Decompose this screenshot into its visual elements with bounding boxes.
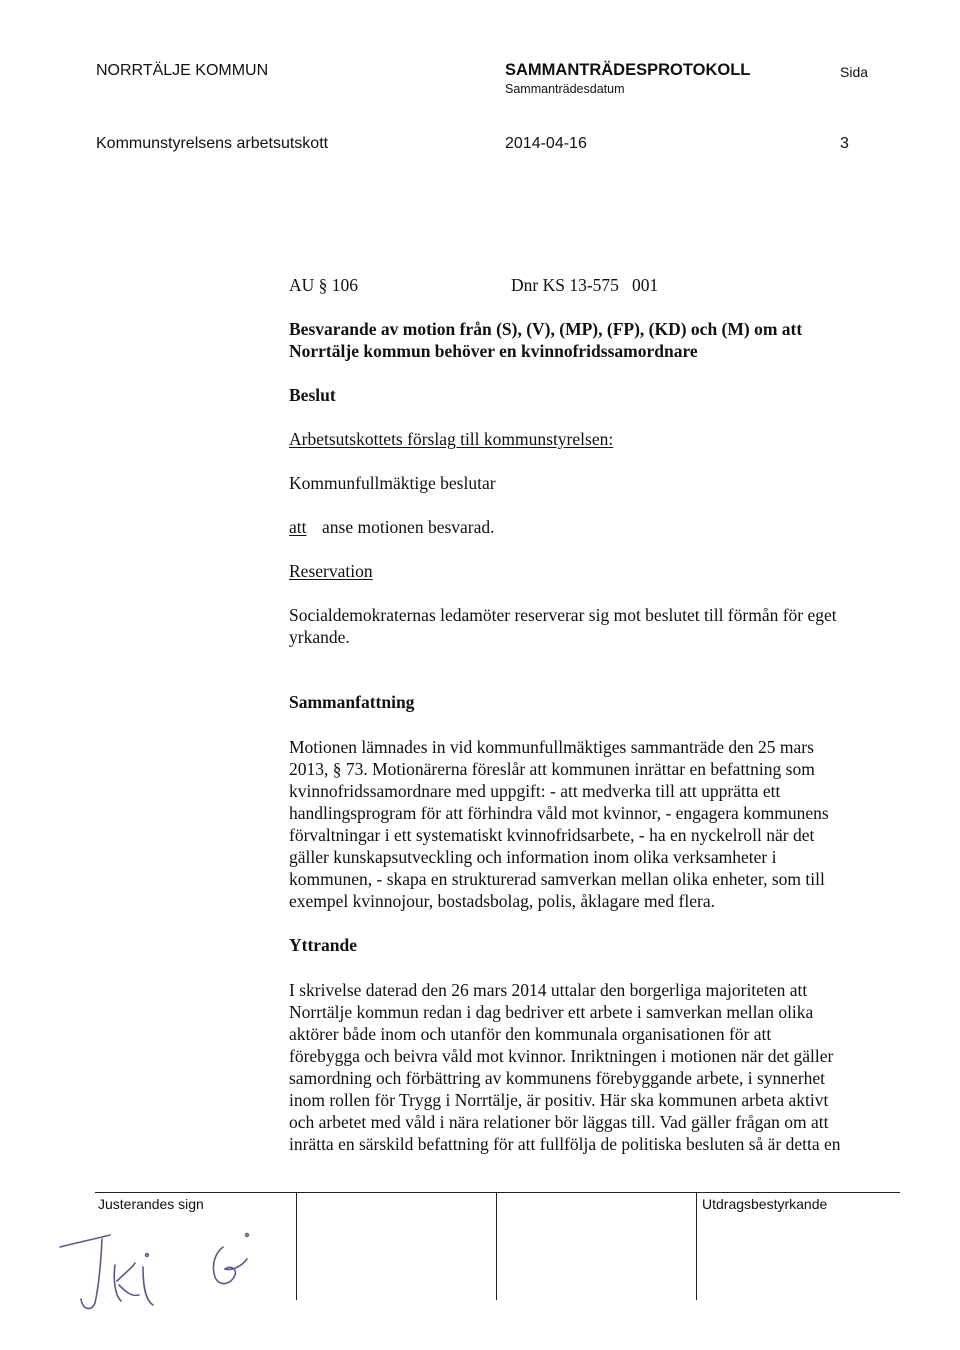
beslut-heading: Beslut [289,385,336,405]
text-line: Motionen lämnades in vid kommunfullmäktiges sammanträde den 25 mars [289,737,814,757]
proposal-heading: Arbetsutskottets förslag till kommunstyrelsen: [289,429,614,449]
text-line: och arbetet med våld i nära relationer bör läggas till. Vad gäller frågan om att [289,1112,829,1132]
att-label: att [289,517,307,537]
handwritten-signatures [55,1225,295,1335]
text-line: kommunen, - skapa en strukturerad samverkan mellan olika enheter, som till [289,869,825,889]
organization-name: NORRTÄLJE KOMMUN [96,62,269,79]
text-line: 2013, § 73. Motionärerna föreslår att kommunen inrättar en befattning som [289,759,815,779]
page-label: Sida [840,64,869,80]
paragraph-number: AU § 106 [289,275,359,295]
yttrande-heading: Yttrande [289,935,358,955]
sammanfattning-heading: Sammanfattning [289,692,415,712]
signature-stroke [146,1254,149,1257]
document-type: SAMMANTRÄDESPROTOKOLL [505,61,751,79]
utdragsbestyrkande-label: Utdragsbestyrkande [702,1196,828,1212]
signature-stroke [81,1239,102,1309]
reservation-line-1: Socialdemokraternas ledamöter reserverar sig mot beslutet till förmån för eget [289,605,837,625]
text-line: Norrtälje kommun redan i dag bedriver ett arbete i samverkan mellan olika [289,1002,814,1022]
reservation-heading: Reservation [289,561,373,581]
committee-name: Kommunstyrelsens arbetsutskott [96,135,329,152]
diary-number: Dnr KS 13-575 001 [511,275,659,295]
page-number: 3 [840,135,849,152]
text-line: förvaltningar i ett systematiskt kvinnofridsarbete, - ha en nyckelroll när det [289,825,815,845]
case-title-line-1: Besvarande av motion från (S), (V), (MP), (FP), (KD) och (M) om att [289,319,803,339]
footer-divider [496,1192,497,1300]
footer-divider [296,1192,297,1300]
signature-stroke [246,1234,249,1237]
decider-text: Kommunfullmäktige beslutar [289,473,496,493]
date-label: Sammanträdesdatum [505,82,625,96]
text-line: inom rollen för Trygg i Norrtälje, är positiv. Här ska kommunen arbeta aktivt [289,1090,829,1110]
footer-divider [696,1192,697,1300]
sammanfattning-text [289,736,909,912]
text-line: förebygga och beivra våld mot kvinnor. Inriktningen i motionen när det gäller [289,1046,834,1066]
signature-stroke [213,1247,235,1284]
text-line: I skrivelse daterad den 26 mars 2014 uttalar den borgerliga majoriteten att [289,980,808,1000]
signature-stroke [143,1267,153,1305]
text-line: handlingsprogram för att förhindra våld mot kvinnor, - engagera kommunens [289,803,829,823]
decision-text: anse motionen besvarad. [322,517,495,537]
meeting-date: 2014-04-16 [505,135,587,152]
yttrande-text [289,979,909,1155]
text-line: samordning och förbättring av kommunens förebyggande arbete, i synnerhet [289,1068,826,1088]
signature-stroke [114,1263,139,1301]
footer-rule [95,1192,900,1193]
text-line: inrätta en särskild befattning för att fullfölja de politiska besluten så är detta en [289,1134,841,1154]
text-line: aktörer både inom och utanför den kommunala organisationen för att [289,1024,772,1044]
case-title-line-2: Norrtälje kommun behöver en kvinnofridssamordnare [289,341,698,361]
justerandes-sign-label: Justerandes sign [98,1196,204,1212]
reservation-line-2: yrkande. [289,627,350,647]
text-line: gäller kunskapsutveckling och information inom olika verksamheter i [289,847,777,867]
text-line: exempel kvinnojour, bostadsbolag, polis, åklagare med flera. [289,891,715,911]
text-line: kvinnofridssamordnare med uppgift: - att medverka till att upprätta ett [289,781,781,801]
